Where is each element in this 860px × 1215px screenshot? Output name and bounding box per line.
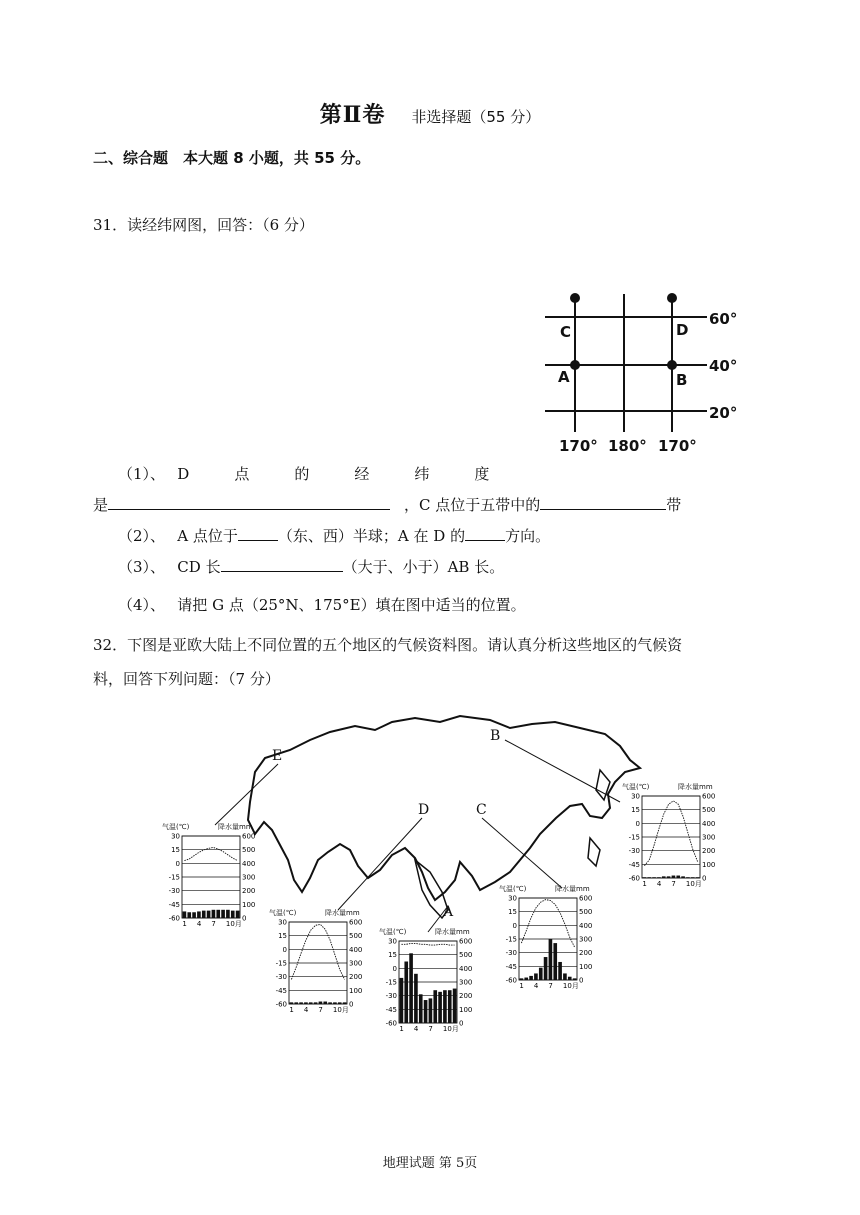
temp-tick-label: 30 [508,894,517,903]
precip-bar [404,962,408,1024]
q31-part1-line2 [93,494,681,515]
temp-tick-label: -30 [628,847,640,856]
temp-tick-label: -45 [628,860,640,869]
precip-bar [197,911,201,918]
temp-tick-label: 0 [512,921,517,930]
q31-part2-a: （2）、 A 点位于 [118,527,238,545]
month-tick-label: 1 [182,920,187,928]
climate-chart-e [160,820,270,934]
precip-tick-label: 300 [242,873,256,882]
precip-bar [409,953,413,1023]
temp-tick-label: -15 [505,935,517,944]
precip-bar [304,1002,308,1004]
temp-tick-label: 30 [631,792,640,801]
temp-axis-title: 气温(℃) [499,885,527,893]
lat-label-60: 60° [709,310,738,328]
point-a [570,360,580,370]
precip-tick-label: 600 [702,792,716,801]
precip-bar [323,1002,327,1004]
temp-tick-label: -15 [628,833,640,842]
q31-part1-line1: （1）、 D 点 的 经 纬 度 [118,465,490,483]
precip-bar [290,1002,294,1004]
precip-bar [328,1002,332,1004]
temp-tick-label: 15 [278,932,287,941]
q31-part3-a: （3）、 CD 长 [118,558,221,576]
precip-tick-label: 200 [349,973,363,982]
q31-part2 [118,525,550,546]
precip-bar [691,877,695,878]
precip-axis-title: 降水量mm [435,928,470,936]
temp-tick-label: 30 [278,918,287,927]
precip-axis-title: 降水量mm [325,909,360,917]
temp-tick-label: -45 [275,986,287,995]
temp-tick-label: -30 [275,973,287,982]
temp-tick-label: 15 [631,806,640,815]
temp-curve [401,943,454,945]
precip-bar [676,876,680,878]
precip-bar [568,977,572,980]
precip-bar [236,911,240,918]
precip-tick-label: 0 [702,874,707,883]
lon-label-170w: 170° [559,437,598,455]
month-tick-label: 1 [642,880,647,888]
point-top-right [667,293,677,303]
temp-tick-label: -60 [275,1000,287,1009]
point-top-left [570,293,580,303]
precip-bar [667,876,671,878]
precip-bar [448,990,452,1023]
temp-tick-label: 15 [171,846,180,855]
label-a: A [558,368,570,386]
leader-d [338,818,422,910]
temp-tick-label: 30 [171,832,180,841]
climate-chart-c [497,882,607,996]
precip-tick-label: 500 [349,932,363,941]
temp-tick-label: -30 [505,949,517,958]
precip-bar [424,1000,428,1023]
temp-tick-label: -45 [168,900,180,909]
precip-axis-title: 降水量mm [555,885,590,893]
precip-bar [338,1002,342,1004]
answer-blank-c-zone[interactable] [540,495,666,510]
precip-tick-label: 0 [242,914,247,923]
temp-curve [644,801,697,866]
temp-tick-label: -15 [168,873,180,882]
precip-bar [400,978,404,1023]
precip-tick-label: 0 [349,1000,354,1009]
precip-bar [319,1002,323,1004]
temp-tick-label: -30 [168,887,180,896]
precip-bar [294,1002,298,1004]
map-label-b: B [490,728,501,744]
precip-tick-label: 500 [579,908,593,917]
precip-tick-label: 500 [459,951,473,960]
precip-bar [314,1002,318,1004]
precip-bar [652,877,656,878]
precip-bar [529,976,533,980]
map-label-d: D [418,802,430,818]
precip-bar [202,911,206,918]
month-tick-label: 10月 [225,920,242,928]
temp-axis-title: 气温(℃) [379,928,407,936]
lat-label-40: 40° [709,357,738,375]
month-tick-label: 10月 [442,1025,459,1033]
precip-tick-label: 300 [459,978,473,987]
precip-bar [343,1002,347,1004]
precip-tick-label: 600 [349,918,363,927]
month-tick-label: 4 [413,1025,419,1033]
climate-chart-d [267,906,377,1020]
precip-bar [414,974,418,1023]
point-b [667,360,677,370]
climate-chart-b [620,780,730,894]
precip-bar [549,939,553,980]
q31-part1-mid: ，C 点位于五带中的 [404,496,541,514]
temp-tick-label: 30 [388,937,397,946]
precip-tick-label: 100 [349,986,363,995]
precip-bar [299,1002,303,1004]
precip-tick-label: 400 [349,945,363,954]
q32-stem [93,628,773,696]
precip-bar [696,877,700,878]
q32-stem-line2: 料，回答下列问题：（7 分） [93,670,280,688]
page-footer: 地理试题 第 5页 [382,1156,478,1171]
month-tick-label: 10月 [332,1006,349,1014]
q31-part3 [118,556,504,577]
lon-label-170e: 170° [658,437,697,455]
precip-bar [333,1002,337,1004]
graticule-diagram [535,290,775,460]
precip-bar [453,989,457,1023]
precip-tick-label: 300 [579,935,593,944]
precip-bar [558,962,562,980]
precip-bar [539,968,543,980]
month-tick-label: 7 [548,982,553,990]
precip-tick-label: 400 [242,859,256,868]
eurasia-map-outline [248,716,640,900]
temp-tick-label: 15 [508,908,517,917]
q31-part2-b: （东、西）半球；A 在 D 的 [277,527,466,545]
precip-bar [662,876,666,878]
temp-tick-label: -60 [628,874,640,883]
temp-tick-label: -45 [385,1005,397,1014]
month-tick-label: 7 [318,1006,323,1014]
q31-stem: 31．读经纬网图，回答：（6 分） [93,216,314,234]
precip-tick-label: 400 [579,921,593,930]
answer-blank-d-coords[interactable] [108,495,390,510]
page-title [0,98,860,129]
temp-curve [521,900,574,948]
precip-bar [192,912,196,918]
month-tick-label: 10月 [685,880,702,888]
leader-b [505,740,620,802]
month-tick-label: 7 [211,920,216,928]
precip-tick-label: 100 [459,1005,473,1014]
precip-bar [309,1002,313,1004]
precip-bar [433,990,437,1023]
answer-blank-hemisphere[interactable] [238,526,278,541]
temp-axis-title: 气温(℃) [162,823,190,831]
precip-tick-label: 500 [242,846,256,855]
precip-tick-label: 100 [242,900,256,909]
precip-bar [553,943,557,980]
precip-tick-label: 600 [579,894,593,903]
month-tick-label: 4 [196,920,202,928]
map-label-c: C [476,802,487,818]
title-sub: 非选择题（55 分） [411,108,541,126]
temp-tick-label: -15 [275,959,287,968]
lat-label-20: 20° [709,404,738,422]
precip-tick-label: 400 [459,964,473,973]
answer-blank-compare[interactable] [221,557,343,572]
temp-tick-label: -30 [385,992,397,1001]
precip-tick-label: 200 [579,949,593,958]
month-tick-label: 7 [671,880,676,888]
precip-bar [573,978,577,980]
temp-tick-label: 15 [388,951,397,960]
precip-tick-label: 400 [702,819,716,828]
month-tick-label: 4 [533,982,539,990]
precip-tick-label: 100 [579,962,593,971]
precip-bar [212,910,216,918]
map-label-e: E [272,748,283,764]
q31-part4: （4）、 请把 G 点（25°N、175°E）填在图中适当的位置。 [118,596,526,614]
precip-bar [534,973,538,980]
precip-tick-label: 300 [702,833,716,842]
temp-tick-label: -45 [505,962,517,971]
month-tick-label: 10月 [562,982,579,990]
q31-part3-b: （大于、小于）AB 长。 [342,558,505,576]
month-tick-label: 1 [519,982,524,990]
q31-part2-c: 方向。 [505,527,551,545]
temp-axis-title: 气温(℃) [622,783,650,791]
precip-tick-label: 0 [459,1019,464,1028]
precip-tick-label: 200 [242,887,256,896]
leader-c [482,818,562,888]
temp-tick-label: 0 [282,945,287,954]
temp-tick-label: -60 [168,914,180,923]
precip-bar [419,994,423,1023]
precip-tick-label: 100 [702,860,716,869]
title-main: 第Ⅱ卷 [319,102,386,128]
precip-bar [216,910,220,918]
precip-bar [226,910,230,918]
precip-tick-label: 300 [349,959,363,968]
precip-bar [429,998,433,1023]
precip-bar [443,990,447,1023]
precip-bar [544,957,548,980]
map-label-a: A [443,904,454,920]
section-heading: 二、综合题 本大题 8 小题，共 55 分。 [93,149,371,167]
precip-axis-title: 降水量mm [218,823,253,831]
month-tick-label: 4 [303,1006,309,1014]
precip-bar [672,876,676,878]
q31-part1-prefix: 是 [93,496,109,514]
philippines-outline [588,838,600,866]
label-c: C [560,323,572,341]
temp-tick-label: -60 [385,1019,397,1028]
temp-tick-label: -60 [505,976,517,985]
precip-bar [438,992,442,1023]
temp-tick-label: 0 [392,964,397,973]
precip-bar [657,877,661,878]
month-tick-label: 1 [289,1006,294,1014]
precip-bar [686,877,690,878]
precip-bar [643,877,647,878]
precip-bar [183,911,187,918]
precip-bar [231,911,235,918]
month-tick-label: 7 [428,1025,433,1033]
climate-chart-a [377,925,487,1039]
precip-tick-label: 600 [242,832,256,841]
precip-axis-title: 降水量mm [678,783,713,791]
temp-tick-label: 0 [175,859,180,868]
month-tick-label: 1 [399,1025,404,1033]
temp-tick-label: -15 [385,978,397,987]
answer-blank-direction[interactable] [465,526,505,541]
precip-tick-label: 600 [459,937,473,946]
precip-tick-label: 200 [459,992,473,1001]
precip-bar [563,973,567,980]
lon-label-180: 180° [608,437,647,455]
q32-stem-line1: 32．下图是亚欧大陆上不同位置的五个地区的气候资料图。请认真分析这些地区的气候资 [93,636,683,654]
precip-bar [524,978,528,980]
precip-bar [520,978,524,980]
label-b: B [676,371,688,389]
precip-bar [207,911,211,918]
label-d: D [676,321,689,339]
precip-tick-label: 200 [702,847,716,856]
precip-bar [187,912,191,918]
precip-bar [221,910,225,918]
temp-curve [291,924,344,979]
precip-tick-label: 500 [702,806,716,815]
month-tick-label: 4 [656,880,662,888]
precip-tick-label: 0 [579,976,584,985]
precip-bar [647,877,651,878]
temp-tick-label: 0 [635,819,640,828]
temp-axis-title: 气温(℃) [269,909,297,917]
leader-e [215,764,278,825]
q31-part1-suffix: 带 [666,496,682,514]
precip-bar [681,876,685,878]
